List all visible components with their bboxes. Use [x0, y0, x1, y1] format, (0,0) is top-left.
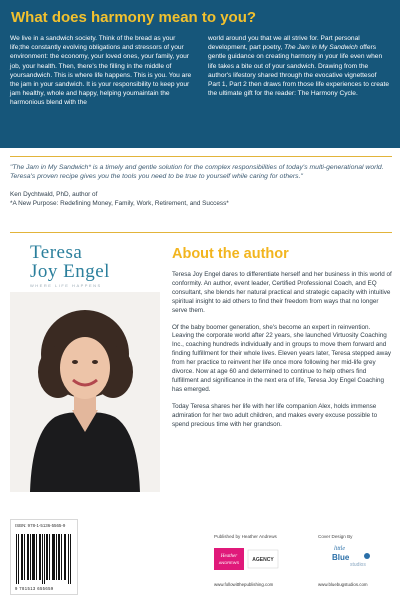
divider [10, 232, 392, 233]
synopsis-col-2 [208, 34, 390, 108]
about-paragraph-3: Today Teresa shares her life with her life companion Alex, holds immense admiration for her two adult children, and makes every excuse possible to spend precious time with her grandson. [172, 402, 378, 428]
author-photo [10, 292, 160, 492]
endorsement-book: *A New Purpose: Redefining Money, Family, Work, Retirement, and Success* [10, 199, 229, 207]
about-section [172, 246, 394, 438]
author-portrait-icon [10, 292, 160, 492]
synopsis-title: What does harmony mean to you? [11, 9, 257, 26]
design-label: Cover Design By [318, 534, 353, 539]
svg-text:Blue: Blue [332, 553, 350, 562]
publisher-logo-b: AGENCY [252, 557, 274, 563]
barcode-box [10, 519, 78, 595]
synopsis-panel [0, 0, 400, 148]
endorsement-quote: "The Jam in My Sandwich* is a timely and gentle solution for the complex responsibilities of today's multi-generational world. Teresa's proven recipe gives you the tools you need to be true to yourself while caring for others." [10, 164, 384, 181]
publisher-label: Published by Heather Andrews [214, 534, 277, 539]
about-title: About the author [172, 246, 289, 262]
synopsis-columns [10, 34, 390, 108]
svg-text:studios: studios [350, 562, 366, 568]
design-url: www.bluebugstudios.com [318, 582, 368, 587]
book-title-inline: The Jam in My Sandwich [284, 44, 358, 52]
synopsis-col-1: We live in a sandwich society. Think of the bread as your life;the constantly evolving obligations and stressors of your environment: the economy, your loved ones, your family, your job, your health. Then, there's the filling in the middle of yoursandwich. This is where life happens. This is you. You are the jam in your sandwich. It is your responsibility to keep your jam healthy, whole and happy, helping youmaintain the harmonious blend with the [10, 35, 192, 107]
publisher-logo-a2: ANDREWS [218, 560, 240, 565]
endorsement-author: Ken Dychtwald, PhD, author of [10, 190, 98, 198]
logo-first-name: Teresa [30, 242, 83, 263]
barcode-icon [15, 534, 73, 584]
barcode-number: 9 781513 655659 [15, 586, 54, 591]
publisher-logo-icon [214, 548, 280, 570]
design-logo-icon [326, 540, 374, 570]
author-logo [30, 244, 150, 288]
logo-last-name: Joy Engel [30, 261, 110, 282]
synopsis-col-2-a: world around you that we all strive for. Part personal development, part poetry, [208, 35, 360, 52]
synopsis-col-2-b: offers gentle guidance on creating harmony in your life even when life takes a bite out of your sandwich. Drawing from the author's lifestory shared through the evocative vignettesof Part 1, Part 2 then draws from those life experiences to create the ultimate gift for the reader: The Harmony Cycle. [208, 44, 390, 98]
publisher-logo-a: Heather [220, 554, 238, 559]
about-paragraph-1: Teresa Joy Engel dares to differentiate herself and her business in this world of conformity. An author, event leader, Certified Professional Coach, and EQ consultant, she blends her natural practical and strategic capacity with intuitive spiritual insight to aid others to find their freedom from ways that no longer serve them. [172, 271, 392, 314]
endorsement [10, 156, 392, 208]
isbn-label: ISBN: 978-1-5136-5565-9 [15, 523, 66, 528]
publisher-url: www.followitthepublishing.com [214, 582, 274, 587]
logo-tagline: WHERE LIFE HAPPENS [30, 283, 102, 288]
svg-text:little: little [334, 546, 345, 552]
about-paragraph-2: Of the baby boomer generation, she's become an expert in reinvention. Leaving the corporate world after 22 years, she launched Virtuosity Coaching Inc., coaching hundreds individually and in groups to move them forward and finding fulfillment for their whole lives. Eleven years later, Teresa stepped away from her practice to reinvent her life once more following her mid-life grey divorce. Now at age 60 and determined to continue to help others find fulfillment and significance in the next era of life, Teresa Joy Engel Coaching has emerged. [172, 323, 391, 393]
